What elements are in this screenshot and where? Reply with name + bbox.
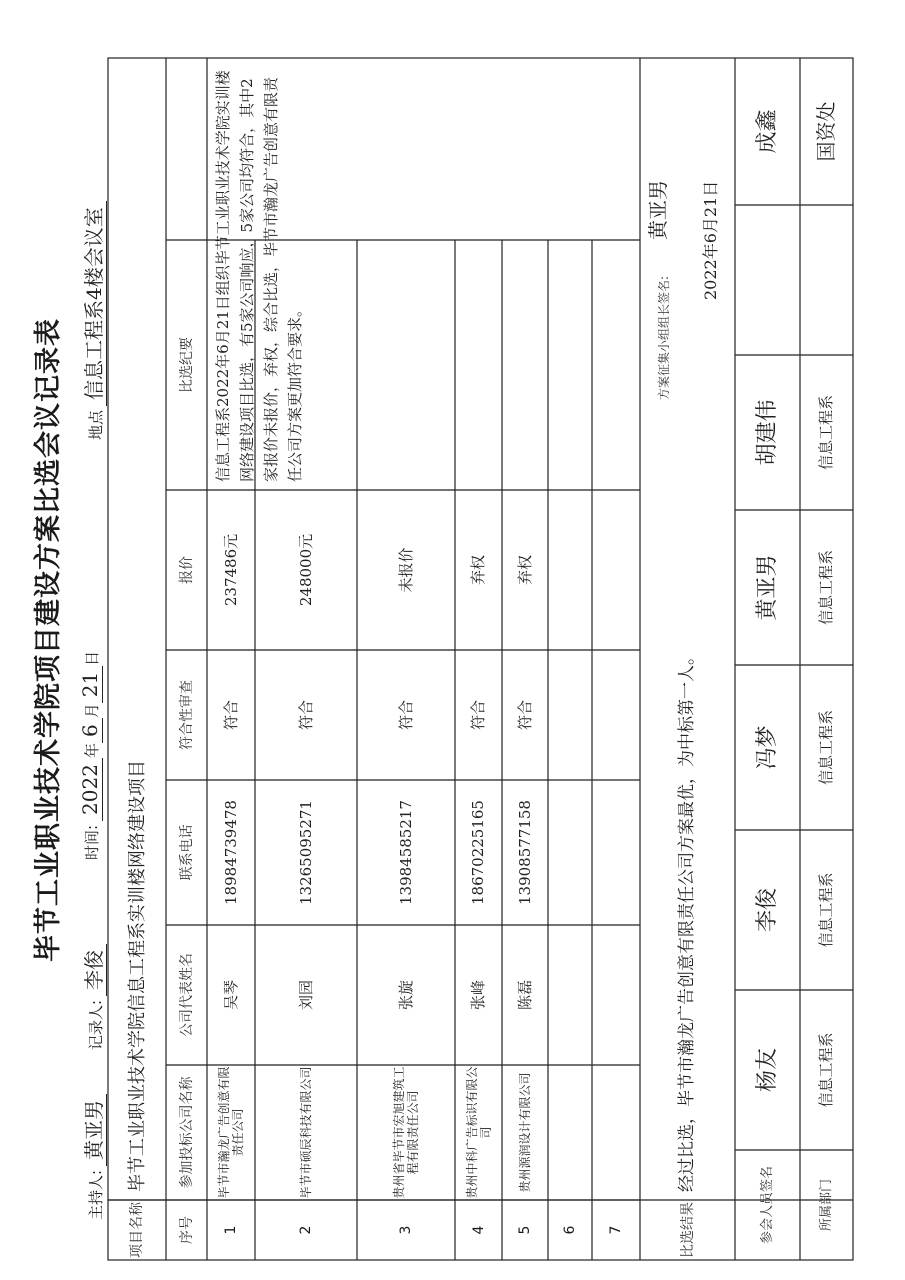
- recorder-label: 记录人:: [87, 999, 105, 1050]
- row-price: 248000元: [296, 533, 315, 607]
- row-phone: 18670225165: [469, 800, 487, 905]
- project-label: 项目名称: [129, 1202, 145, 1258]
- row-seq: 3: [398, 1225, 414, 1235]
- signature-6: 成鑫: [755, 109, 780, 154]
- row-compliance: 符合: [296, 700, 315, 731]
- signatures-label: 参会人员签名: [759, 1166, 775, 1245]
- signature-4: 黄亚男: [755, 554, 780, 621]
- day-value: 21: [78, 666, 103, 703]
- month-value: 6: [78, 718, 103, 743]
- row-company: 毕节市硕辰科技有限公司: [299, 1066, 313, 1199]
- dept-2: 信息工程系: [817, 872, 835, 948]
- header-rep: 公司代表姓名: [178, 953, 195, 1037]
- header-company: 参加投标公司名称: [178, 1076, 195, 1189]
- row-rep: 张旋: [396, 980, 415, 1011]
- signature-1: 杨友: [755, 1048, 780, 1093]
- row-phone: 13984585217: [396, 800, 415, 905]
- header-seq: 序号: [178, 1216, 195, 1244]
- row-rep: 刘园: [296, 980, 315, 1011]
- row-seq: 6: [562, 1225, 578, 1235]
- row-seq: 4: [470, 1225, 487, 1235]
- row-seq: 5: [517, 1225, 533, 1235]
- time-label: 时间:: [83, 824, 101, 860]
- year-value: 2022: [78, 758, 103, 821]
- host-value: 黄亚男: [82, 1094, 107, 1166]
- row-phone: 13265095271: [296, 800, 315, 905]
- recorder-value: 李俊: [82, 944, 107, 996]
- result-text: 经过比选，毕节市瀚龙广告创意有限责任公司方案最优，为中标第一人。: [677, 648, 697, 1192]
- result-label: 比选结果: [679, 1202, 696, 1258]
- project-name: 毕节工业职业技术学院信息工程系实训楼网络建设项目: [126, 760, 148, 1192]
- dept-3: 信息工程系: [817, 710, 835, 786]
- row-compliance: 符合: [469, 700, 487, 731]
- row-price: 237486元: [221, 533, 240, 607]
- row-company: 毕节市瀚龙广告创意有限责任公司: [217, 1066, 245, 1199]
- signature-3: 冯梦: [755, 725, 780, 770]
- row-price: 弃权: [515, 555, 534, 586]
- dept-label: 所属部门: [818, 1179, 834, 1232]
- header-minutes: 比选纪要: [178, 337, 195, 393]
- row-seq: 7: [608, 1225, 624, 1235]
- month-unit: 月: [83, 703, 101, 719]
- row-phone: 18984739478: [221, 800, 240, 905]
- row-seq: 1: [223, 1225, 239, 1235]
- row-price: 弃权: [469, 555, 487, 586]
- leader-label: 方案征集小组组长签名:: [657, 275, 671, 400]
- location-label: 地点: [87, 409, 105, 440]
- row-seq: 2: [298, 1225, 314, 1235]
- row-rep: 陈磊: [515, 980, 534, 1011]
- dept-5: 信息工程系: [817, 395, 835, 471]
- day-unit: 日: [83, 650, 101, 666]
- signature-5: 胡建伟: [755, 399, 780, 466]
- row-compliance: 符合: [396, 700, 415, 731]
- leader-signature: 黄亚男: [646, 180, 670, 240]
- row-company: 贵州源润设计有限公司: [518, 1072, 532, 1193]
- row-rep: 吴琴: [221, 980, 240, 1011]
- dept-6: 国资处: [814, 101, 838, 162]
- location-value: 信息工程系4楼会议室: [82, 201, 107, 406]
- row-company: 贵州省毕节市宏旭建筑工程有限责任公司: [392, 1066, 420, 1199]
- year-unit: 年: [83, 743, 101, 759]
- result-date: 2022年6月21日: [701, 180, 720, 300]
- header-phone: 联系电话: [178, 824, 195, 881]
- row-compliance: 符合: [515, 700, 534, 731]
- header-price: 报价: [178, 556, 195, 584]
- row-price: 未报价: [396, 547, 415, 593]
- dept-4: 信息工程系: [817, 550, 835, 626]
- header-compliance: 符合性审查: [178, 680, 195, 750]
- row-phone: 13908577158: [515, 800, 534, 905]
- row-rep: 张峰: [469, 980, 487, 1011]
- form-title: 毕节工业职业技术学院项目建设方案比选会议记录表: [33, 318, 64, 962]
- signature-2: 李俊: [755, 888, 780, 933]
- dept-1: 信息工程系: [817, 1032, 835, 1108]
- row-company: 贵州中科广告标识有限公司: [464, 1066, 493, 1199]
- host-label: 主持人:: [87, 1169, 105, 1220]
- minutes-text: 信息工程系2022年6月21日组织毕节工业职业技术学院实训楼网络建设项目比选，有5家公司响应，5家公司均符合，其中2家报价未报价，弃权，综合比选，毕节市瀚龙广告创意有限责任公司方案更加符合要求。: [214, 70, 304, 482]
- row-compliance: 符合: [221, 700, 240, 731]
